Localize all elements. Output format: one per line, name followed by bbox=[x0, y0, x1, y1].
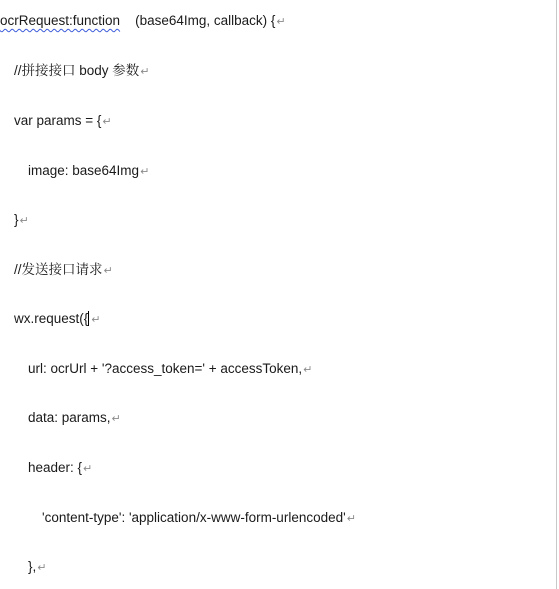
paragraph-mark-icon: ↵ bbox=[140, 66, 150, 78]
paragraph-mark-icon: ↵ bbox=[303, 364, 313, 376]
code-text: 'content-type': 'application/x-www-form-urlencoded' bbox=[42, 510, 346, 525]
code-line[interactable] bbox=[28, 460, 92, 476]
code-line[interactable] bbox=[28, 163, 149, 179]
code-line[interactable] bbox=[28, 559, 46, 575]
paragraph-mark-icon: ↵ bbox=[83, 463, 93, 475]
code-text: header: { bbox=[28, 460, 83, 475]
paragraph-mark-icon: ↵ bbox=[102, 116, 112, 128]
code-text: } bbox=[14, 212, 19, 227]
code-text: (base64Img, callback) { bbox=[120, 13, 276, 28]
code-line[interactable] bbox=[42, 510, 356, 526]
text-cursor bbox=[88, 311, 89, 326]
code-text: var params = { bbox=[14, 113, 102, 128]
code-line[interactable] bbox=[14, 113, 112, 129]
code-line[interactable] bbox=[28, 361, 312, 377]
paragraph-mark-icon: ↵ bbox=[19, 215, 29, 227]
paragraph-mark-icon: ↵ bbox=[37, 562, 47, 574]
code-line[interactable] bbox=[28, 410, 121, 426]
code-line[interactable] bbox=[14, 212, 29, 228]
paragraph-mark-icon: ↵ bbox=[103, 265, 113, 277]
paragraph-mark-icon: ↵ bbox=[91, 314, 101, 326]
paragraph-mark-icon: ↵ bbox=[276, 16, 286, 28]
code-text: }, bbox=[28, 559, 37, 574]
code-line[interactable] bbox=[0, 13, 286, 29]
spellcheck-word[interactable]: ocrRequest:function bbox=[0, 13, 121, 28]
page-edge bbox=[556, 0, 557, 589]
code-text: //拼接接口 body 参数 bbox=[14, 63, 140, 78]
code-text: //发送接口请求 bbox=[14, 262, 103, 277]
code-text: data: params, bbox=[28, 410, 111, 425]
code-line[interactable] bbox=[14, 262, 113, 278]
code-line[interactable] bbox=[14, 311, 101, 327]
paragraph-mark-icon: ↵ bbox=[140, 166, 150, 178]
paragraph-mark-icon: ↵ bbox=[111, 413, 121, 425]
code-text: url: ocrUrl + '?access_token=' + accessToken, bbox=[28, 361, 303, 376]
code-text: wx.request({ bbox=[14, 311, 89, 326]
code-line[interactable] bbox=[14, 63, 150, 79]
code-text: image: base64Img bbox=[28, 163, 140, 178]
paragraph-mark-icon: ↵ bbox=[346, 513, 356, 525]
